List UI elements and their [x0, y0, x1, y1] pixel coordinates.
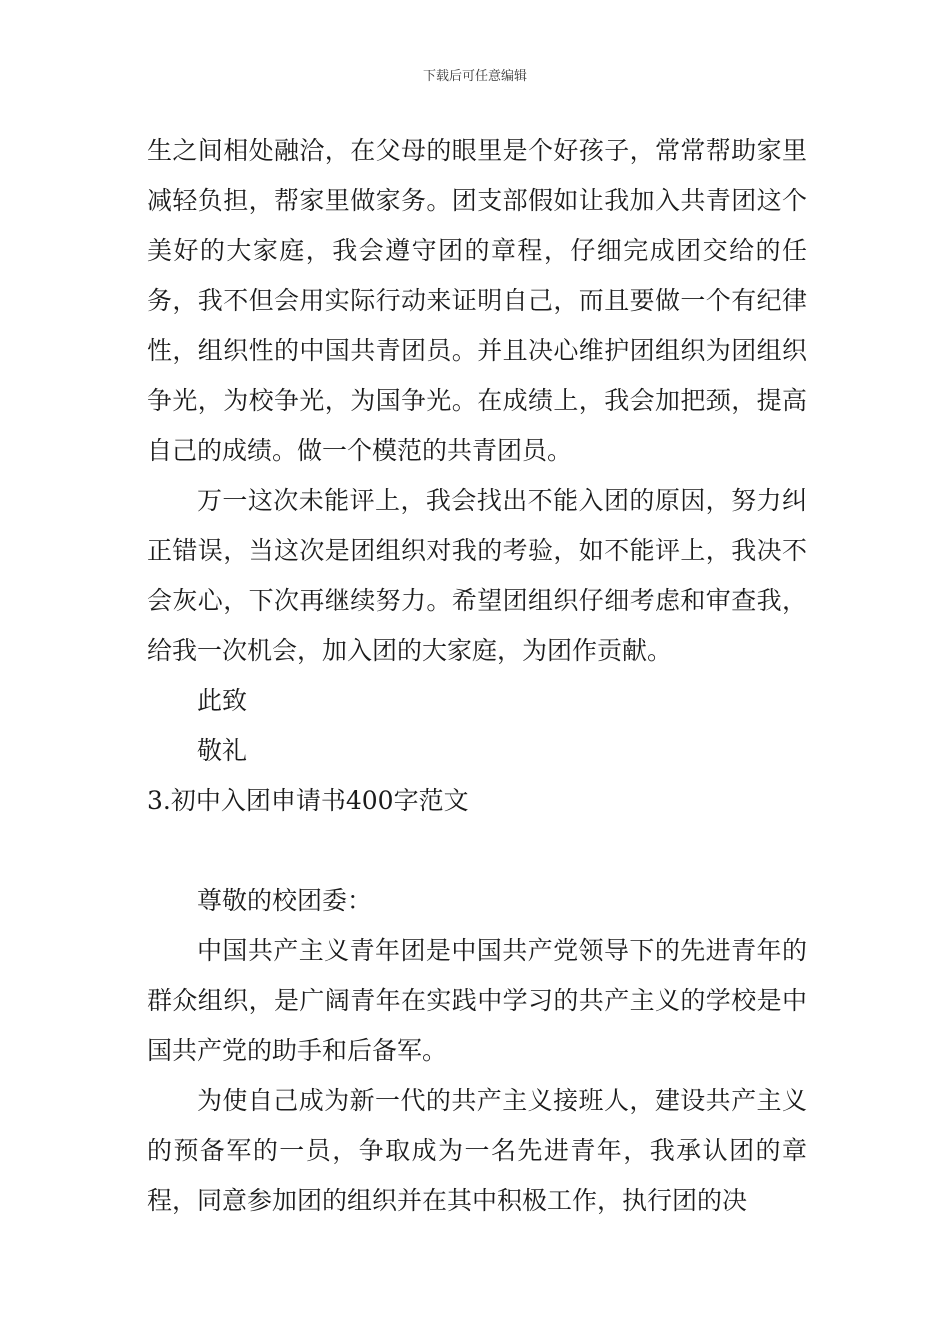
paragraph-continuation: 生之间相处融洽，在父母的眼里是个好孩子，常常帮助家里减轻负担，帮家里做家务。团支部假如让我加入共青团这个美好的大家庭，我会遵守团的章程，仔细完成团交给的任务，我不但会用实际行动来证明自己，而且要做一个有纪律性，组织性的中国共青团员。并且决心维护团组织为团组织争光，为校争光，为国争光。在成绩上，我会加把颈，提高自己的成绩。做一个模范的共青团员。: [147, 136, 807, 465]
paragraph-commitment: 为使自己成为新一代的共产主义接班人，建设共产主义的预备军的一员，争取成为一名先进青年，我承认团的章程，同意参加团的组织并在其中积极工作，执行团的决: [147, 1086, 807, 1215]
letter-greeting: 尊敬的校团委：: [197, 886, 373, 915]
page-header-note: 下载后可任意编辑: [422, 69, 527, 84]
document-body: [147, 126, 807, 1226]
paragraph-league-intro: 中国共产主义青年团是中国共产党领导下的先进青年的群众组织，是广阔青年在实践中学习的共产主义的学校是中国共产党的助手和后备军。: [147, 936, 807, 1065]
paragraph-resolve: 万一这次未能评上，我会找出不能入团的原因，努力纠正错误，当这次是团组织对我的考验，如不能评上，我决不会灰心，下次再继续努力。希望团组织仔细考虑和审查我，给我一次机会，加入团的大家庭，为团作贡献。: [147, 486, 807, 665]
section-heading: 3.初中入团申请书400字范文: [147, 786, 469, 815]
closing-regards: 敬礼: [197, 736, 248, 765]
blank-line: [147, 826, 807, 876]
closing-salutation: 此致: [197, 686, 248, 715]
